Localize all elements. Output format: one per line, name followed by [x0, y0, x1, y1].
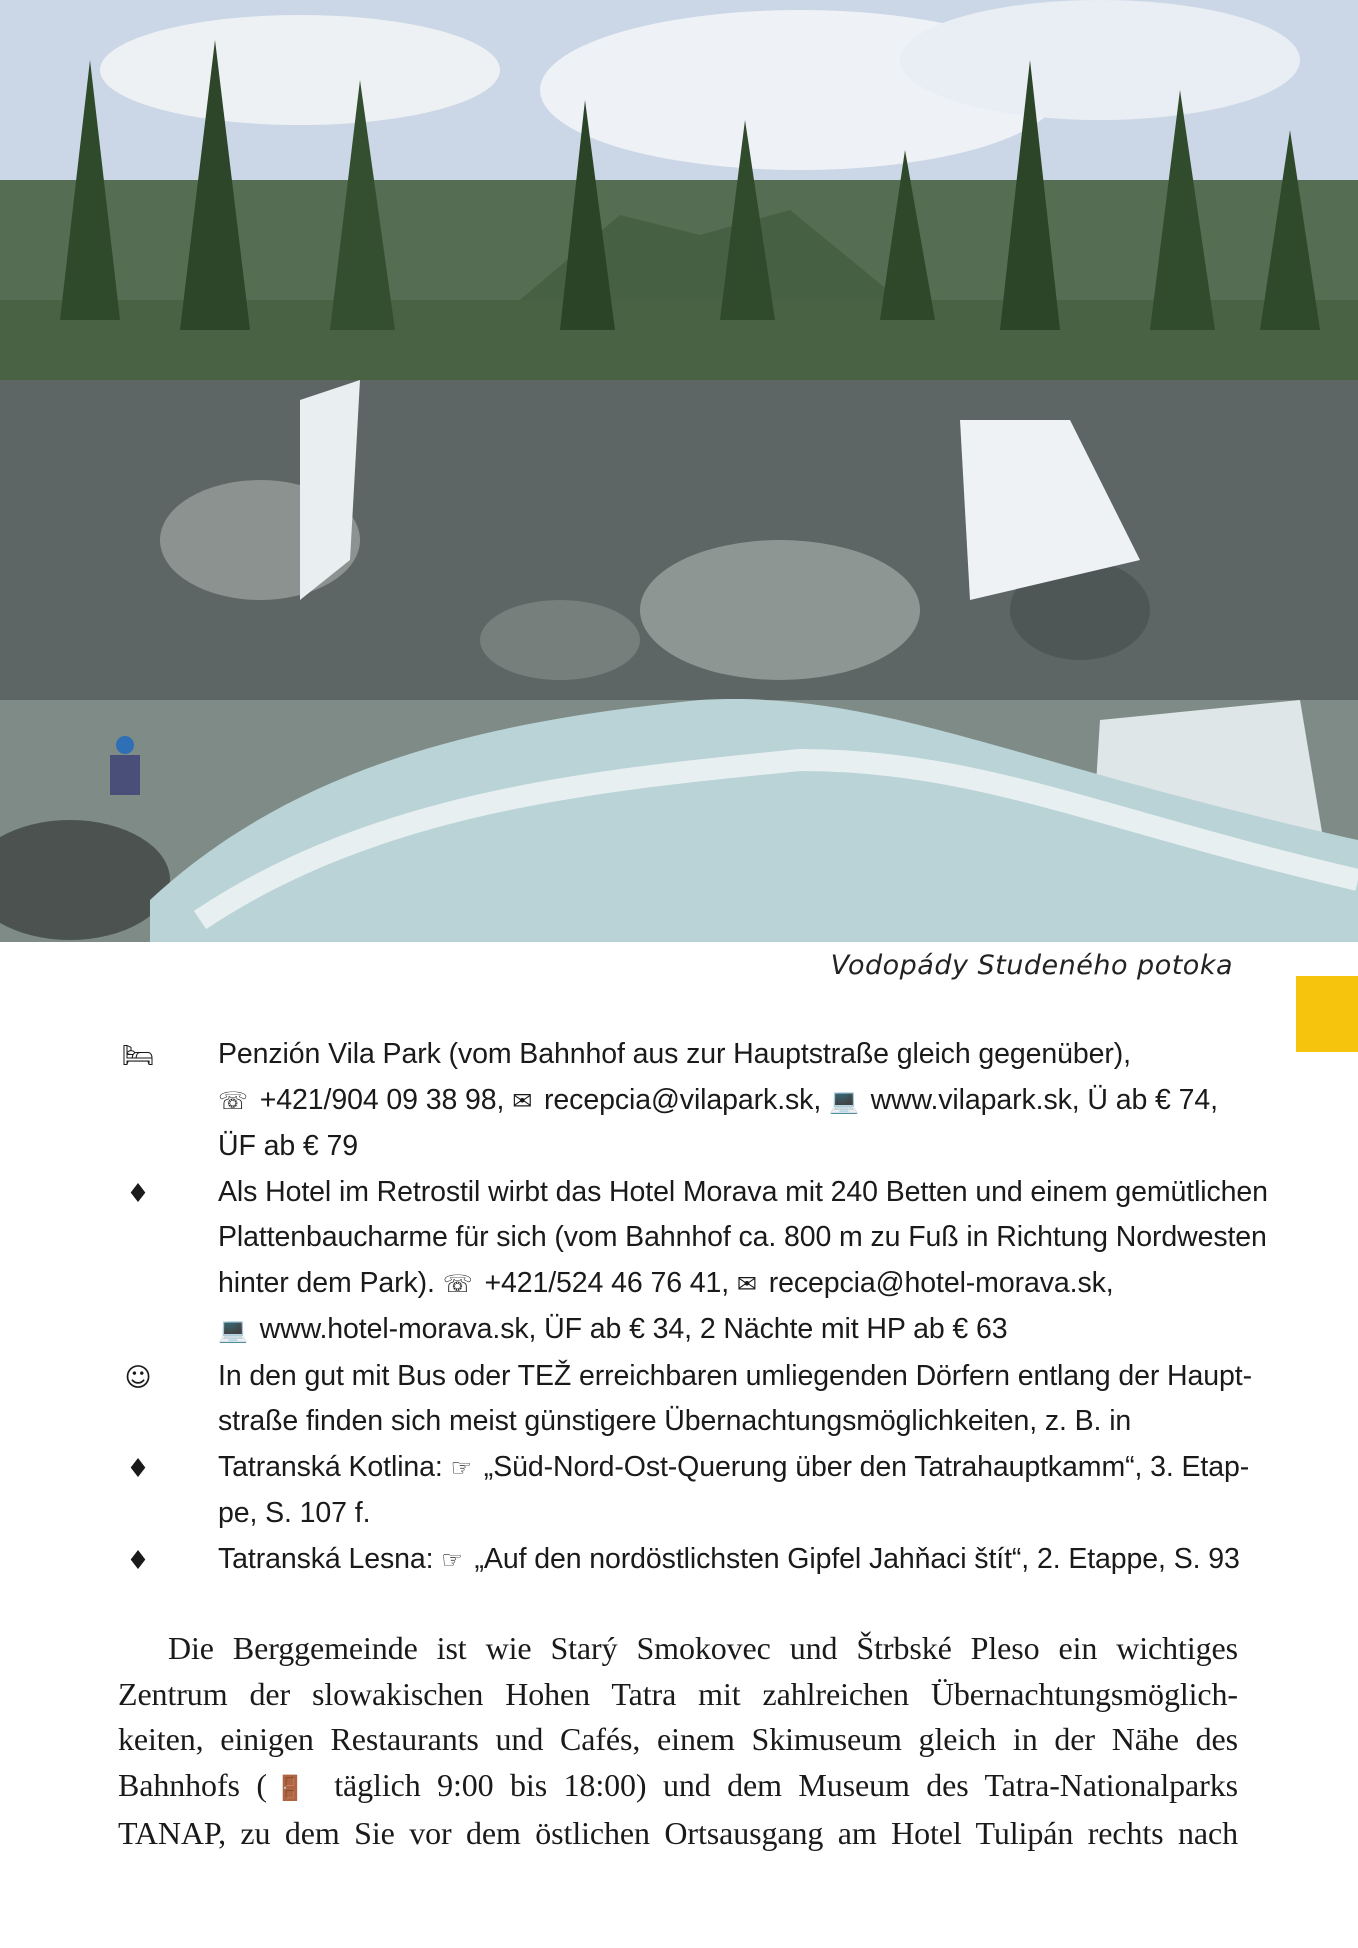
- accommodation-list: [0, 1032, 1358, 1583]
- entry-line: ÜF ab € 79: [218, 1130, 358, 1162]
- diamond-bullet-icon: ♦: [126, 1453, 150, 1484]
- paragraph-line: Die Berggemeinde ist wie Starý Smokovec und Štrbské Pleso ein wichtiges: [168, 1630, 1238, 1666]
- contact-line: [218, 1261, 1240, 1308]
- entry-line: [218, 1445, 1250, 1492]
- bed-icon: 🛏: [121, 1041, 155, 1071]
- entry-line: straße finden sich meist günstigere Übernachtungsmöglichkeiten, z. B. in: [218, 1405, 1132, 1437]
- website-and-price: www.hotel-morava.sk, ÜF ab € 34, 2 Nächte mit HP ab € 63: [251, 1313, 1008, 1345]
- email-icon: ✉: [736, 1269, 757, 1298]
- body-paragraph: [118, 1626, 1238, 1857]
- entry-text: hinter dem Park).: [218, 1266, 443, 1299]
- waterfall-illustration: [0, 0, 1358, 942]
- photo-caption: Vodopády Studeného potoka: [830, 950, 1233, 981]
- entry-line: In den gut mit Bus oder TEŽ erreichbaren umliegenden Dörfern entlang der Haupt-: [218, 1359, 1252, 1392]
- phone-number: +421/904 09 38 98,: [251, 1083, 513, 1116]
- list-item: [0, 1170, 1268, 1354]
- contact-line: [218, 1307, 1240, 1354]
- phone-icon: ☏: [442, 1269, 473, 1298]
- diamond-bullet-icon: ♦: [126, 1178, 150, 1209]
- list-item: [0, 1445, 1250, 1537]
- cross-reference: „Auf den nordöstlichsten Gipfel Jahňaci štít“, 2. Etappe, S. 93: [466, 1542, 1240, 1575]
- website-and-price: www.vilapark.sk, Ü ab € 74,: [862, 1083, 1218, 1116]
- paragraph-line: TANAP, zu dem Sie vor dem östlichen Ortsausgang am Hotel Tulipán rechts nach: [118, 1815, 1238, 1851]
- email-address: recepcia@hotel-morava.sk,: [760, 1266, 1114, 1299]
- cross-reference: „Süd-Nord-Ost-Querung über den Tatrahauptkamm“, 3. Etap-: [475, 1450, 1250, 1483]
- entry-line: Als Hotel im Retrostil wirbt das Hotel Morava mit 240 Betten und einem gemütlichen: [218, 1175, 1268, 1208]
- opening-hours-door-icon: 🚪: [266, 1773, 314, 1802]
- list-item: [0, 1537, 1240, 1584]
- website-icon: 💻: [218, 1316, 248, 1344]
- list-item: [0, 1354, 1252, 1445]
- place-name: Tatranská Lesna:: [218, 1542, 442, 1575]
- paragraph-text: Bahnhofs (: [118, 1766, 267, 1803]
- email-icon: ✉: [512, 1086, 533, 1115]
- entry-line: Penzión Vila Park (vom Bahnhof aus zur Hauptstraße gleich gegenüber),: [218, 1038, 1132, 1070]
- contact-line: [218, 1078, 1240, 1125]
- list-item: [0, 1032, 1240, 1170]
- paragraph-line: Zentrum der slowakischen Hohen Tatra mit zahlreichen Übernachtungsmöglich-: [118, 1675, 1238, 1712]
- waterfall-photo: [0, 0, 1358, 942]
- pointing-hand-icon: ☞: [450, 1453, 472, 1482]
- phone-icon: ☏: [218, 1086, 248, 1115]
- website-icon: 💻: [828, 1086, 859, 1115]
- email-address: recepcia@vilapark.sk,: [536, 1083, 829, 1116]
- paragraph-text: täglich 9:00 bis 18:00) und dem Museum des Tatra-Nationalparks: [317, 1766, 1238, 1803]
- diamond-bullet-icon: ♦: [126, 1545, 150, 1576]
- pointing-hand-icon: ☞: [441, 1545, 463, 1574]
- paragraph-line: [118, 1763, 1238, 1812]
- entry-line: pe, S. 107 f.: [218, 1497, 371, 1529]
- smiley-icon: ☺: [124, 1362, 152, 1393]
- paragraph-line: keiten, einigen Restaurants und Cafés, einem Skimuseum gleich in der Nähe des: [118, 1721, 1238, 1757]
- entry-line: [218, 1537, 1240, 1584]
- place-name: Tatranská Kotlina:: [218, 1450, 451, 1483]
- entry-line: Plattenbaucharme für sich (vom Bahnhof ca. 800 m zu Fuß in Richtung Nordwesten: [218, 1221, 1267, 1253]
- phone-number: +421/524 46 76 41,: [476, 1266, 737, 1299]
